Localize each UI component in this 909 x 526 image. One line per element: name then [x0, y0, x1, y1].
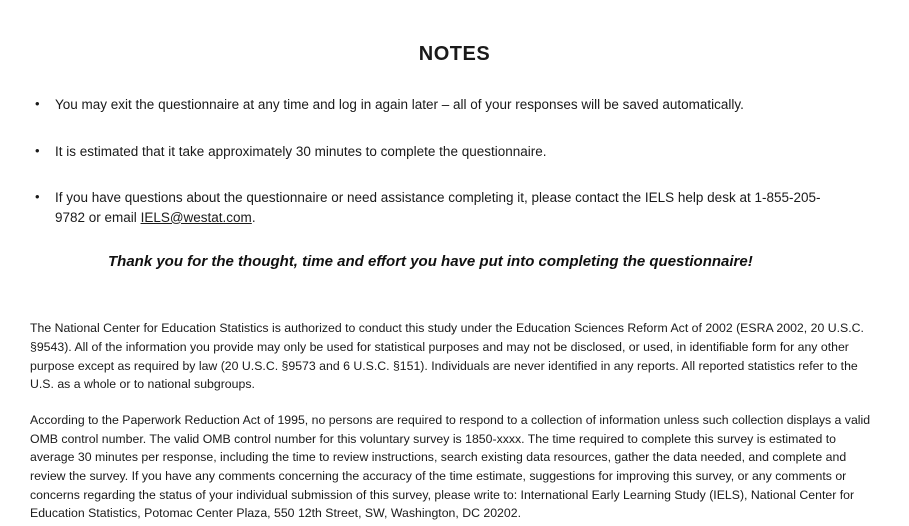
legal-paragraph-paperwork-reduction: According to the Paperwork Reduction Act of 1995, no persons are required to respond to a collection of information unless such collection displays a valid OMB control number. The valid OMB control number for this voluntary survey is 1850-xxxx. The time required to complete this survey is estimated to average 30 minutes per response, including the time to review instructions, search existing data resources, gather the data needed, and complete and review the survey. If you have any comments concerning the accuracy of the time estimate, suggestions for improving this survey, or any comments or concerns regarding the status of your individual submission of this survey, please write to: International Early Learning Study (IELS), National Center for Education Statistics, Potomac Center Plaza, 550 12th Street, SW, Washington, DC 20202. [30, 413, 871, 521]
list-item [0, 188, 909, 227]
bullet-icon: • [35, 142, 40, 158]
note-text: It is estimated that it take approximately 30 minutes to complete the questionnaire. [55, 143, 547, 159]
note-text-end: . [251, 209, 256, 225]
notes-list [0, 95, 909, 227]
bullet-icon: • [35, 189, 40, 205]
legal-paragraph-authorization: The National Center for Education Statistics is authorized to conduct this study under the Education Sciences Reform Act of 2002 (ESRA 2002, 20 U.S.C. §9543). All of the information you provide may only be used for statistical purposes and may not be disclosed, or used, in identifiable form for any other purpose except as required by law (20 U.S.C. §9573 and 6 U.S.C. §151). Individuals are never identified in any reports. All reported statistics refer to the U.S. as a whole or to national subgroups. [30, 321, 864, 392]
list-item [0, 142, 909, 162]
note-text: You may exit the questionnaire at any time and log in again later – all of your responses will be saved automatically. [55, 97, 744, 112]
bullet-icon: • [35, 96, 40, 111]
help-desk-email-link[interactable]: IELS@westat.com [140, 209, 252, 225]
page-title: NOTES [418, 43, 491, 65]
thank-you-message: Thank you for the thought, time and effort you have put into completing the questionnaire! [108, 253, 753, 271]
list-item [0, 95, 909, 115]
legal-notice [0, 319, 909, 523]
note-text: If you have questions about the questionnaire or need assistance completing it, please contact the IELS help desk at 1-855-205-9782 or email [55, 190, 821, 225]
